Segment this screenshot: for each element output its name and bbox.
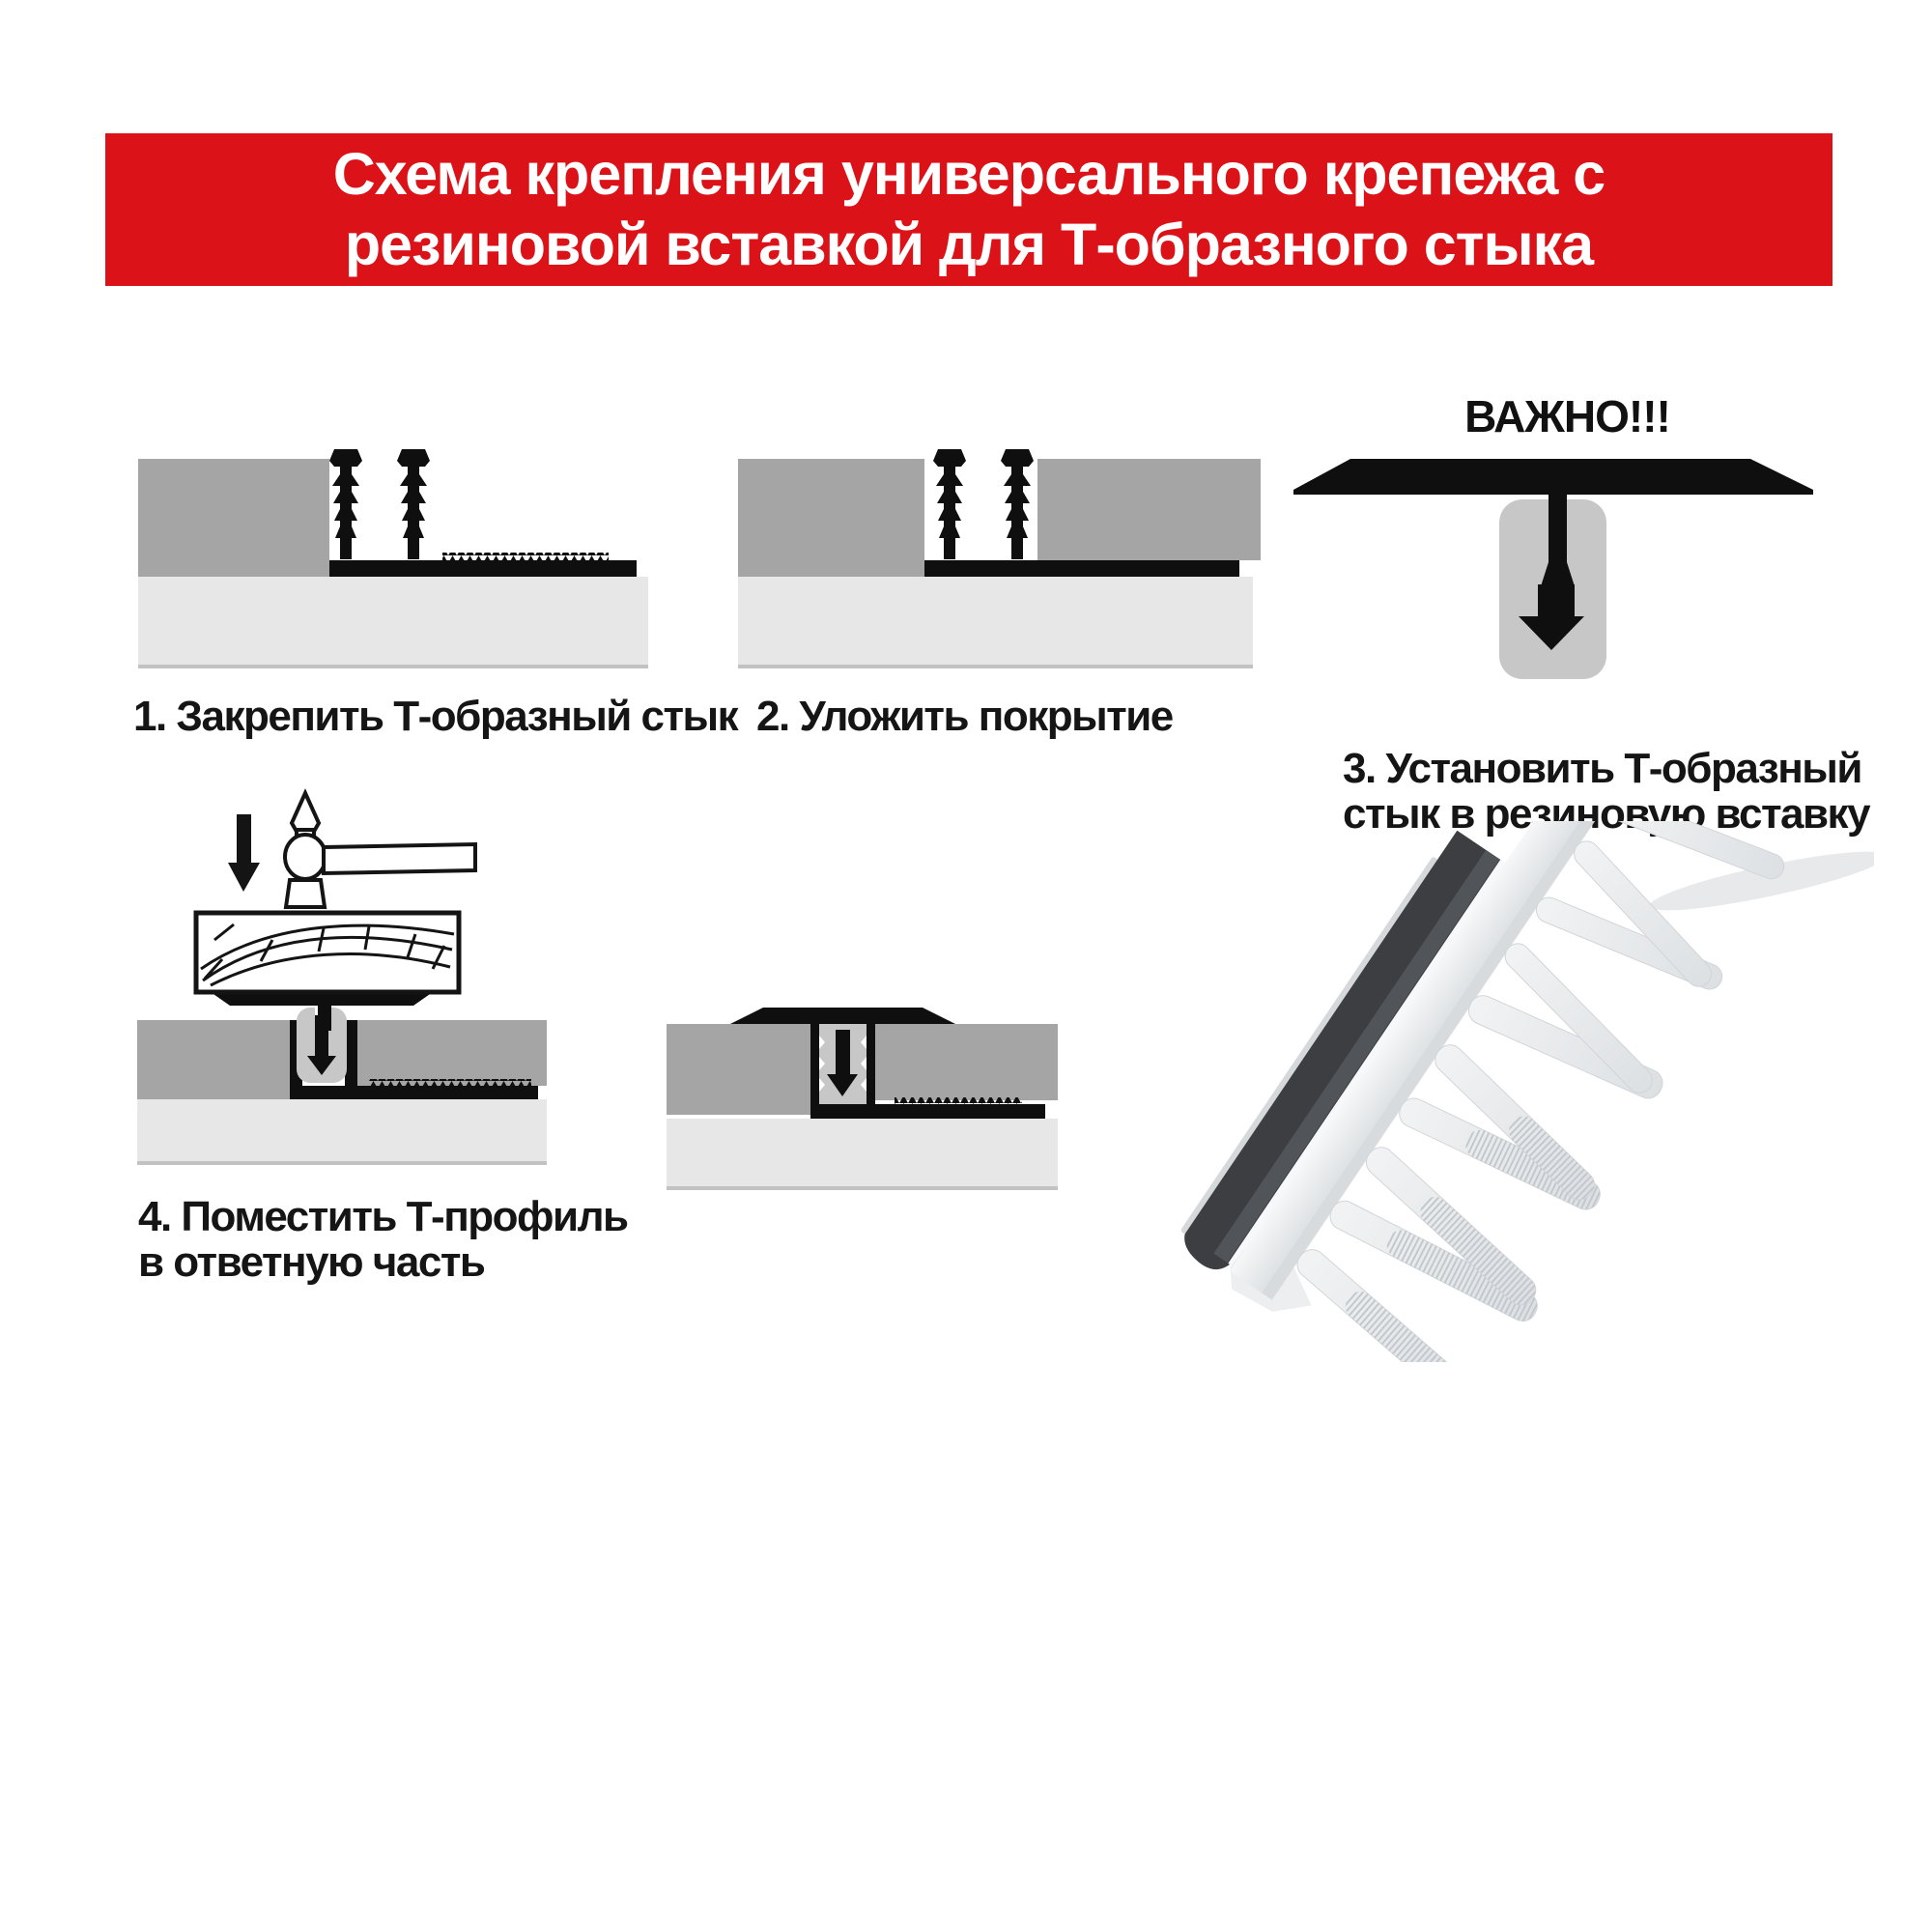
t-profile (1293, 459, 1813, 650)
t-profile-cap (730, 1008, 955, 1024)
fastener-prong-right (397, 449, 430, 559)
base-serration (369, 1079, 531, 1086)
final-result-diagram (665, 1003, 1070, 1196)
floor-covering-left (137, 1020, 290, 1099)
wood-block (196, 913, 459, 992)
step1-caption: 1. Закрепить Т-образный стык (133, 693, 738, 740)
fastener-prong-left (329, 449, 362, 559)
floor-covering-right (357, 1020, 547, 1086)
step1-diagram (135, 447, 657, 684)
step4-diagram (126, 787, 667, 1193)
step4-caption: 4. Поместить Т-профиль в ответную часть (138, 1193, 628, 1286)
impact-arrow-icon (228, 814, 260, 892)
title-line-2: резиновой вставкой для Т-образного стыка (344, 212, 1594, 277)
t-profile-cap (1293, 459, 1813, 495)
subfloor (138, 577, 648, 668)
base-serration (442, 553, 609, 560)
floor-covering-right (1037, 459, 1261, 560)
fastener-base (924, 560, 1239, 577)
step2-diagram (734, 447, 1265, 684)
fastener-photo (1140, 821, 1874, 1362)
step3-caption: 3. Установить Т-образный стык в резиновую вставку (1343, 745, 1870, 838)
fastener-prong-right (1001, 449, 1034, 559)
subfloor (738, 577, 1253, 668)
hammer-icon (285, 793, 475, 907)
subfloor (667, 1119, 1058, 1190)
t-profile-stem (318, 1006, 331, 1031)
floor-covering-right (875, 1024, 1058, 1100)
fastener-base (875, 1104, 1045, 1119)
fastener-base (329, 560, 637, 577)
floor-covering-left (738, 459, 924, 577)
fastener-base (357, 1086, 538, 1099)
title-line-1: Схема крепления универсального крепежа с (332, 141, 1605, 207)
fastener-prong-left (933, 449, 966, 559)
base-serration (895, 1097, 1022, 1104)
floor-covering-left (138, 459, 329, 577)
t-profile-stem (1548, 495, 1567, 564)
important-label: ВАЖНО!!! (1464, 391, 1670, 441)
floor-covering-left (667, 1024, 810, 1115)
step2-caption: 2. Уложить покрытие (756, 693, 1173, 740)
subfloor (137, 1099, 547, 1165)
step3-diagram (1285, 454, 1826, 715)
title-banner (105, 133, 1833, 286)
